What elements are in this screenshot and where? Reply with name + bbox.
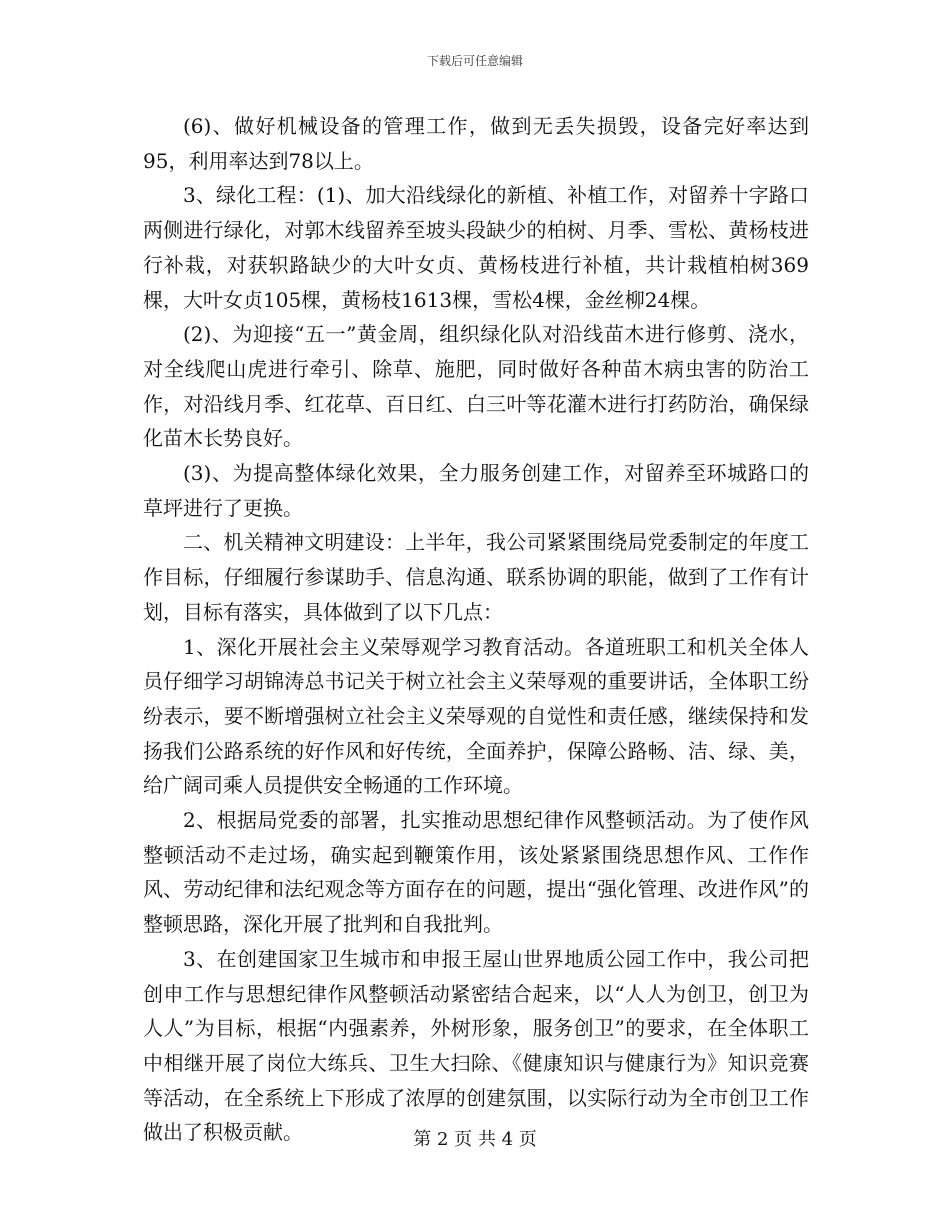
- page-footer: 第 2 页 共 4 页: [413, 1129, 537, 1150]
- paragraph: 3、在创建国家卫生城市和申报王屋山世界地质公园工作中，我公司把创申工作与思想纪律作风整顿活动紧密结合起来，以“人人为创卫，创卫为人人”为目标，根据“内强素养，外树形象，服务创卫”的要求，在全体职工中相继开展了岗位大练兵、卫生大扫除、《健康知识与健康行为》知识竞赛等活动，在全系统上下形成了浓厚的创建氛围，以实际行动为全市创卫工作做出了积极贡献。: [143, 946, 809, 1145]
- document-body: [143, 109, 809, 1150]
- paragraph: (6)、做好机械设备的管理工作，做到无丢失损毁，设备完好率达到95，利用率达到78以上。: [143, 114, 809, 173]
- paragraph: 2、根据局党委的部署，扎实推动思想纪律作风整顿活动。为了使作风整顿活动不走过场，确实起到鞭策作用，该处紧紧围绕思想作风、工作作风、劳动纪律和法纪观念等方面存在的问题，提出“强化管理、改进作风”的整顿思路，深化开展了批判和自我批判。: [143, 808, 809, 937]
- paragraph: 3、绿化工程：(1)、加大沿线绿化的新植、补植工作，对留养十字路口两侧进行绿化，对郭木线留养至坡头段缺少的柏树、月季、雪松、黄杨枝进行补栽，对获轵路缺少的大叶女贞、黄杨枝进行补植，共计栽植柏树369棵，大叶女贞105棵，黄杨枝1613棵，雪松4棵，金丝柳24棵。: [143, 183, 809, 312]
- page-header: 下载后可任意编辑: [426, 54, 523, 68]
- paragraph: 二、机关精神文明建设：上半年，我公司紧紧围绕局党委制定的年度工作目标，仔细履行参谋助手、信息沟通、联系协调的职能，做到了工作有计划，目标有落实，具体做到了以下几点：: [143, 530, 809, 624]
- paragraph: (2)、为迎接“五一”黄金周，组织绿化队对沿线苗木进行修剪、浇水，对全线爬山虎进行牵引、除草、施肥，同时做好各种苗木病虫害的防治工作，对沿线月季、红花草、百日红、白三叶等花灌木进行打药防治，确保绿化苗木长势良好。: [143, 322, 809, 451]
- paragraph: 1、深化开展社会主义荣辱观学习教育活动。各道班职工和机关全体人员仔细学习胡锦涛总书记关于树立社会主义荣辱观的重要讲话，全体职工纷纷表示，要不断增强树立社会主义荣辱观的自觉性和责任感，继续保持和发扬我们公路系统的好作风和好传统，全面养护，保障公路畅、洁、绿、美，给广阔司乘人员提供安全畅通的工作环境。: [143, 634, 809, 798]
- paragraph: (3)、为提高整体绿化效果，全力服务创建工作，对留养至环城路口的草坪进行了更换。: [143, 461, 809, 520]
